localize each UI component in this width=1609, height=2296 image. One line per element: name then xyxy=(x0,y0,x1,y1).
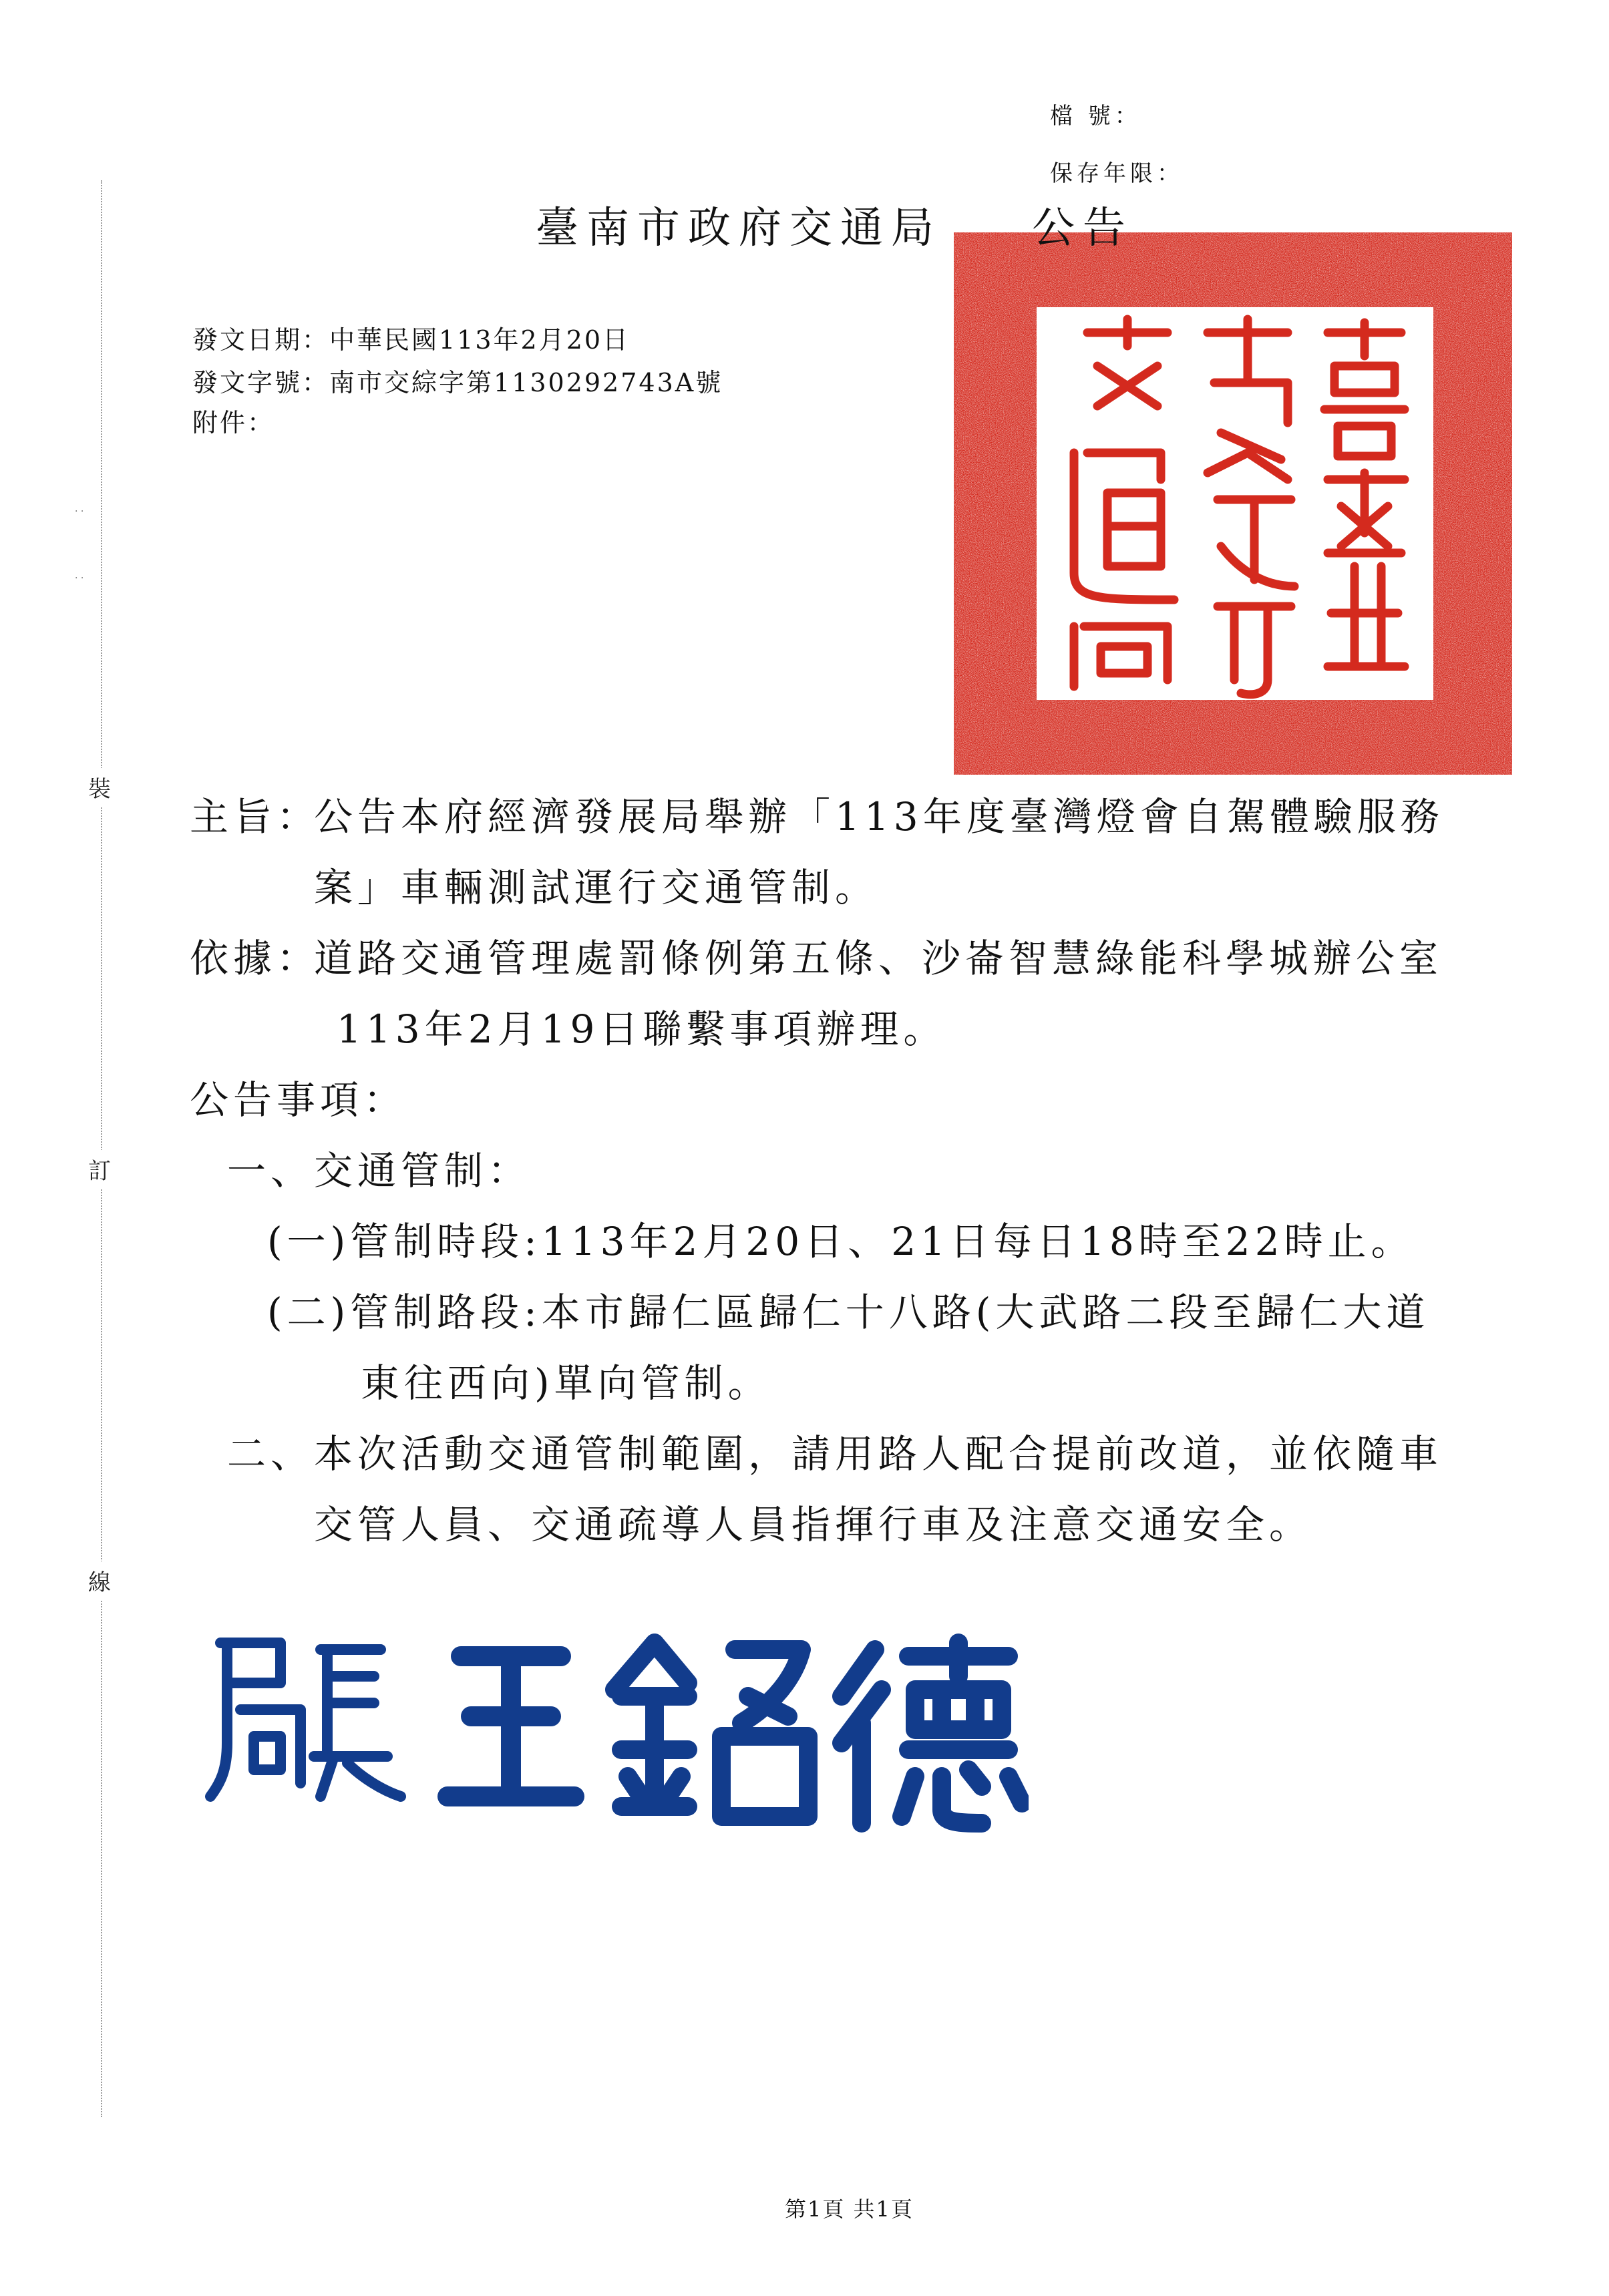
subject-label: 主旨： xyxy=(190,794,321,839)
binding-mark: · · xyxy=(75,506,84,517)
basis-text-line1: 道路交通管理處罰條例第五條、沙崙智慧綠能科學城辦公室 xyxy=(314,936,1443,981)
agency-title: 臺南市政府交通局 xyxy=(536,204,942,253)
item1-sub2-line1: (二)管制路段:本市歸仁區歸仁十八路(大武路二段至歸仁大道 xyxy=(267,1290,1430,1335)
item1-sub1: (一)管制時段:113年2月20日、21日每日18時至22時止。 xyxy=(267,1219,1415,1264)
item1-title: 一、交通管制： xyxy=(227,1148,532,1193)
subject-text-line2: 案」車輛測試運行交通管制。 xyxy=(314,865,879,910)
document-type: 公告 xyxy=(1032,204,1133,253)
binding-char-xian: 線 xyxy=(88,1561,111,1599)
attachment-label: 附件： xyxy=(192,408,275,437)
basis-label: 依據： xyxy=(190,936,321,981)
binding-line xyxy=(101,180,102,2117)
official-seal xyxy=(954,232,1512,775)
file-number-label: 檔 號： xyxy=(1050,103,1141,130)
director-signature-stamp xyxy=(200,1596,1029,1837)
binding-char-ding: 訂 xyxy=(88,1150,111,1188)
notice-items-label: 公告事項： xyxy=(190,1077,407,1123)
basis-text-line2: 113年2月19日聯繫事項辦理。 xyxy=(337,1006,947,1052)
page-number: 第1頁 共1頁 xyxy=(785,2196,914,2222)
item2-line1: 二、本次活動交通管制範圍，請用路人配合提前改道，並依隨車 xyxy=(227,1431,1443,1477)
binding-mark: · · xyxy=(75,573,84,584)
retention-period-label: 保存年限： xyxy=(1050,160,1184,187)
issue-number: 發文字號：南市交綜字第1130292743A號 xyxy=(192,368,723,397)
issue-date: 發文日期：中華民國113年2月20日 xyxy=(192,325,631,355)
subject-text-line1: 公告本府經濟發展局舉辦「113年度臺灣燈會自駕體驗服務 xyxy=(314,794,1444,839)
item1-sub2-line2: 東往西向)單向管制。 xyxy=(361,1360,771,1406)
item2-line2: 交管人員、交通疏導人員指揮行車及注意交通安全。 xyxy=(314,1502,1313,1547)
binding-char-zhuang: 裝 xyxy=(88,768,111,806)
